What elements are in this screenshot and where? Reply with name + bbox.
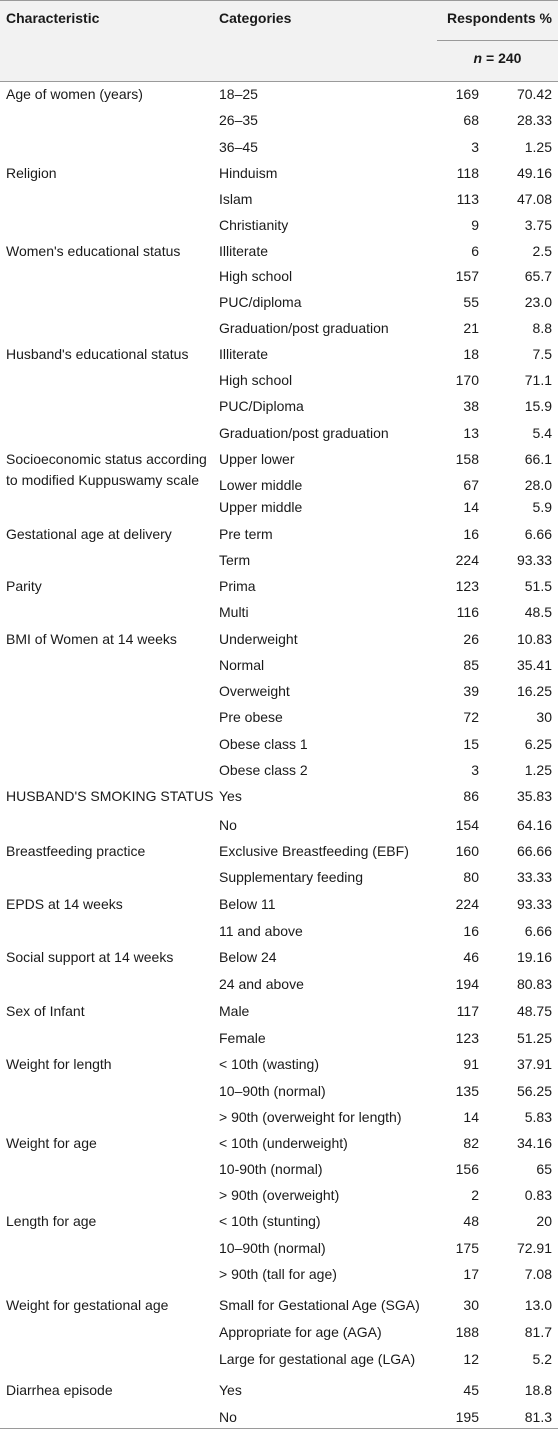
row-percent: 70.42 xyxy=(516,86,552,102)
row-category: 10-90th (normal) xyxy=(219,1161,323,1177)
row-characteristic: EPDS at 14 weeks xyxy=(6,896,123,912)
row-category: Normal xyxy=(219,657,265,673)
row-percent: 7.5 xyxy=(532,346,552,362)
row-percent: 5.4 xyxy=(532,425,552,441)
row-count: 224 xyxy=(455,896,479,912)
row-percent: 93.33 xyxy=(516,896,552,912)
row-count: 30 xyxy=(463,1297,479,1313)
row-category: Upper lower xyxy=(219,451,295,467)
row-category: PUC/Diploma xyxy=(219,398,304,414)
row-count: 72 xyxy=(463,709,479,725)
row-category: Large for gestational age (LGA) xyxy=(219,1351,416,1367)
row-percent: 5.83 xyxy=(524,1109,552,1125)
row-percent: 35.41 xyxy=(516,657,552,673)
row-percent: 28.33 xyxy=(516,112,552,128)
row-percent: 64.16 xyxy=(516,817,552,833)
row-category: Supplementary feeding xyxy=(219,869,363,885)
row-category: 11 and above xyxy=(219,923,303,939)
row-characteristic: Socioeconomic status according to modified Kuppuswamy scale xyxy=(6,451,207,488)
row-count: 117 xyxy=(456,1003,479,1019)
row-percent: 49.16 xyxy=(516,165,552,181)
row-count: 14 xyxy=(463,499,479,515)
row-count: 156 xyxy=(455,1161,479,1177)
row-category: Islam xyxy=(219,191,253,207)
table-header xyxy=(0,0,558,82)
row-characteristic: Sex of Infant xyxy=(6,1003,85,1019)
row-characteristic: Diarrhea episode xyxy=(6,1382,113,1398)
row-percent: 18.8 xyxy=(524,1382,552,1398)
row-count: 48 xyxy=(463,1213,479,1229)
row-percent: 51.5 xyxy=(524,578,552,594)
row-count: 55 xyxy=(463,294,479,310)
row-characteristic: Breastfeeding practice xyxy=(6,843,146,859)
row-count: 160 xyxy=(455,843,479,859)
row-percent: 34.16 xyxy=(516,1135,552,1151)
row-percent: 2.5 xyxy=(532,243,552,259)
row-category: Term xyxy=(219,552,251,568)
row-count: 80 xyxy=(463,869,479,885)
row-percent: 66.1 xyxy=(524,451,552,467)
row-characteristic: Age of women (years) xyxy=(6,86,143,102)
row-count: 91 xyxy=(463,1056,479,1072)
row-count: 18 xyxy=(463,346,479,362)
row-count: 123 xyxy=(455,578,479,594)
row-category: Pre term xyxy=(219,526,273,542)
row-category: 10–90th (normal) xyxy=(219,1240,326,1256)
row-category: Appropriate for age (AGA) xyxy=(219,1324,382,1340)
row-count: 224 xyxy=(455,552,479,568)
row-characteristic: Religion xyxy=(6,165,57,181)
row-percent: 15.9 xyxy=(524,398,552,414)
row-category: No xyxy=(219,1409,237,1425)
row-percent: 72.91 xyxy=(516,1240,552,1256)
row-category: Underweight xyxy=(219,631,298,647)
row-percent: 5.9 xyxy=(532,499,552,515)
row-category: Pre obese xyxy=(219,709,283,725)
row-category: Graduation/post graduation xyxy=(219,425,389,441)
row-characteristic: Weight for gestational age xyxy=(6,1297,169,1313)
row-category: Exclusive Breastfeeding (EBF) xyxy=(219,843,409,859)
row-category: Prima xyxy=(219,578,256,594)
row-percent: 65.7 xyxy=(524,268,552,284)
row-percent: 28.0 xyxy=(524,477,552,493)
row-count: 154 xyxy=(455,817,479,833)
row-count: 116 xyxy=(456,604,479,620)
row-category: Illiterate xyxy=(219,346,269,362)
row-category: < 10th (stunting) xyxy=(219,1213,321,1229)
row-category: 18–25 xyxy=(219,86,258,102)
row-category: > 90th (overweight for length) xyxy=(219,1109,402,1125)
row-count: 158 xyxy=(455,451,479,467)
row-characteristic: Length for age xyxy=(6,1213,97,1229)
row-count: 16 xyxy=(463,526,479,542)
row-category: Female xyxy=(219,1030,266,1046)
row-category: Multi xyxy=(219,604,249,620)
row-percent: 5.2 xyxy=(532,1351,552,1367)
row-count: 9 xyxy=(471,217,479,233)
row-category: Hinduism xyxy=(219,165,278,181)
row-category: Obese class 1 xyxy=(219,736,308,752)
row-category: Overweight xyxy=(219,683,290,699)
row-percent: 48.75 xyxy=(516,1003,552,1019)
row-percent: 81.7 xyxy=(524,1324,552,1340)
row-category: Lower middle xyxy=(219,477,303,493)
row-category: Upper middle xyxy=(219,499,303,515)
row-count: 157 xyxy=(455,268,479,284)
row-characteristic: BMI of Women at 14 weeks xyxy=(6,631,177,647)
row-category: 24 and above xyxy=(219,976,304,992)
row-count: 38 xyxy=(463,398,479,414)
row-percent: 8.8 xyxy=(532,320,552,336)
row-category: High school xyxy=(219,268,293,284)
row-percent: 19.16 xyxy=(516,949,552,965)
row-percent: 23.0 xyxy=(524,294,552,310)
row-category: Yes xyxy=(219,788,242,804)
header-respondents: Respondents % xyxy=(446,10,552,26)
row-count: 86 xyxy=(463,788,479,804)
row-count: 85 xyxy=(463,657,479,673)
header-rule xyxy=(437,40,558,41)
row-percent: 48.5 xyxy=(524,604,552,620)
row-count: 113 xyxy=(456,191,479,207)
row-percent: 35.83 xyxy=(516,788,552,804)
row-count: 2 xyxy=(471,1187,479,1203)
row-count: 39 xyxy=(463,683,479,699)
row-count: 6 xyxy=(471,243,479,259)
row-percent: 1.25 xyxy=(524,762,552,778)
row-percent: 10.83 xyxy=(516,631,552,647)
row-characteristic: Social support at 14 weeks xyxy=(6,949,174,965)
row-percent: 20 xyxy=(536,1213,552,1229)
row-percent: 71.1 xyxy=(524,372,552,388)
row-count: 118 xyxy=(456,165,479,181)
header-sample-size xyxy=(437,50,558,66)
header-categories: Categories xyxy=(219,10,292,26)
row-category: Small for Gestational Age (SGA) xyxy=(219,1297,420,1313)
row-characteristic: Weight for age xyxy=(6,1135,97,1151)
row-category: Obese class 2 xyxy=(219,762,308,778)
row-category: Below 11 xyxy=(219,896,276,912)
row-category: High school xyxy=(219,372,293,388)
row-count: 3 xyxy=(471,762,479,778)
row-category: 10–90th (normal) xyxy=(219,1083,326,1099)
row-count: 45 xyxy=(463,1382,479,1398)
row-percent: 7.08 xyxy=(524,1266,552,1282)
row-count: 175 xyxy=(455,1240,479,1256)
row-percent: 13.0 xyxy=(524,1297,552,1313)
row-percent: 1.25 xyxy=(524,139,552,155)
row-count: 123 xyxy=(455,1030,479,1046)
row-count: 16 xyxy=(463,923,479,939)
row-percent: 30 xyxy=(536,709,552,725)
row-percent: 6.25 xyxy=(524,736,552,752)
row-characteristic: Weight for length xyxy=(6,1056,112,1072)
row-category: > 90th (overweight) xyxy=(219,1187,340,1203)
header-n-value: = 240 xyxy=(486,50,522,66)
row-characteristic: Parity xyxy=(6,578,42,594)
row-percent: 16.25 xyxy=(516,683,552,699)
row-count: 17 xyxy=(463,1266,479,1282)
row-category: Graduation/post graduation xyxy=(219,320,389,336)
row-category: Male xyxy=(219,1003,250,1019)
row-percent: 47.08 xyxy=(516,191,552,207)
row-count: 12 xyxy=(463,1351,479,1367)
row-percent: 0.83 xyxy=(524,1187,552,1203)
row-count: 188 xyxy=(455,1324,479,1340)
row-count: 170 xyxy=(455,372,479,388)
row-category: > 90th (tall for age) xyxy=(219,1266,337,1282)
row-category: Yes xyxy=(219,1382,242,1398)
row-count: 3 xyxy=(471,139,479,155)
row-count: 67 xyxy=(463,477,479,493)
row-percent: 56.25 xyxy=(516,1083,552,1099)
row-percent: 65 xyxy=(536,1161,552,1177)
row-category: < 10th (underweight) xyxy=(219,1135,348,1151)
row-percent: 93.33 xyxy=(516,552,552,568)
row-count: 195 xyxy=(455,1409,479,1425)
row-category: Below 24 xyxy=(219,949,277,965)
row-percent: 81.3 xyxy=(524,1409,552,1425)
header-characteristic: Characteristic xyxy=(6,10,100,26)
row-category: No xyxy=(219,817,237,833)
row-characteristic: HUSBAND'S SMOKING STATUS xyxy=(6,788,214,804)
row-count: 82 xyxy=(463,1135,479,1151)
table-bottom-rule xyxy=(0,1428,558,1429)
row-category: < 10th (wasting) xyxy=(219,1056,319,1072)
row-count: 13 xyxy=(463,425,479,441)
row-count: 68 xyxy=(463,112,479,128)
row-characteristic: Women's educational status xyxy=(6,243,181,259)
row-percent: 6.66 xyxy=(524,526,552,542)
row-percent: 66.66 xyxy=(516,843,552,859)
row-percent: 33.33 xyxy=(516,869,552,885)
row-percent: 37.91 xyxy=(516,1056,552,1072)
row-count: 15 xyxy=(463,736,479,752)
row-count: 21 xyxy=(463,320,479,336)
row-percent: 3.75 xyxy=(524,217,552,233)
row-count: 135 xyxy=(455,1083,479,1099)
row-count: 194 xyxy=(455,976,479,992)
row-count: 14 xyxy=(463,1109,479,1125)
row-characteristic: Husband's educational status xyxy=(6,346,189,362)
row-count: 46 xyxy=(463,949,479,965)
row-characteristic: Gestational age at delivery xyxy=(6,526,172,542)
row-percent: 6.66 xyxy=(524,923,552,939)
row-category: Christianity xyxy=(219,217,289,233)
row-percent: 80.83 xyxy=(516,976,552,992)
row-category: 26–35 xyxy=(219,112,258,128)
row-category: PUC/diploma xyxy=(219,294,302,310)
row-count: 26 xyxy=(463,631,479,647)
row-percent: 51.25 xyxy=(516,1030,552,1046)
row-count: 169 xyxy=(455,86,479,102)
row-category: 36–45 xyxy=(219,139,258,155)
row-category: Illiterate xyxy=(219,243,269,259)
header-n-label: n xyxy=(473,50,483,66)
